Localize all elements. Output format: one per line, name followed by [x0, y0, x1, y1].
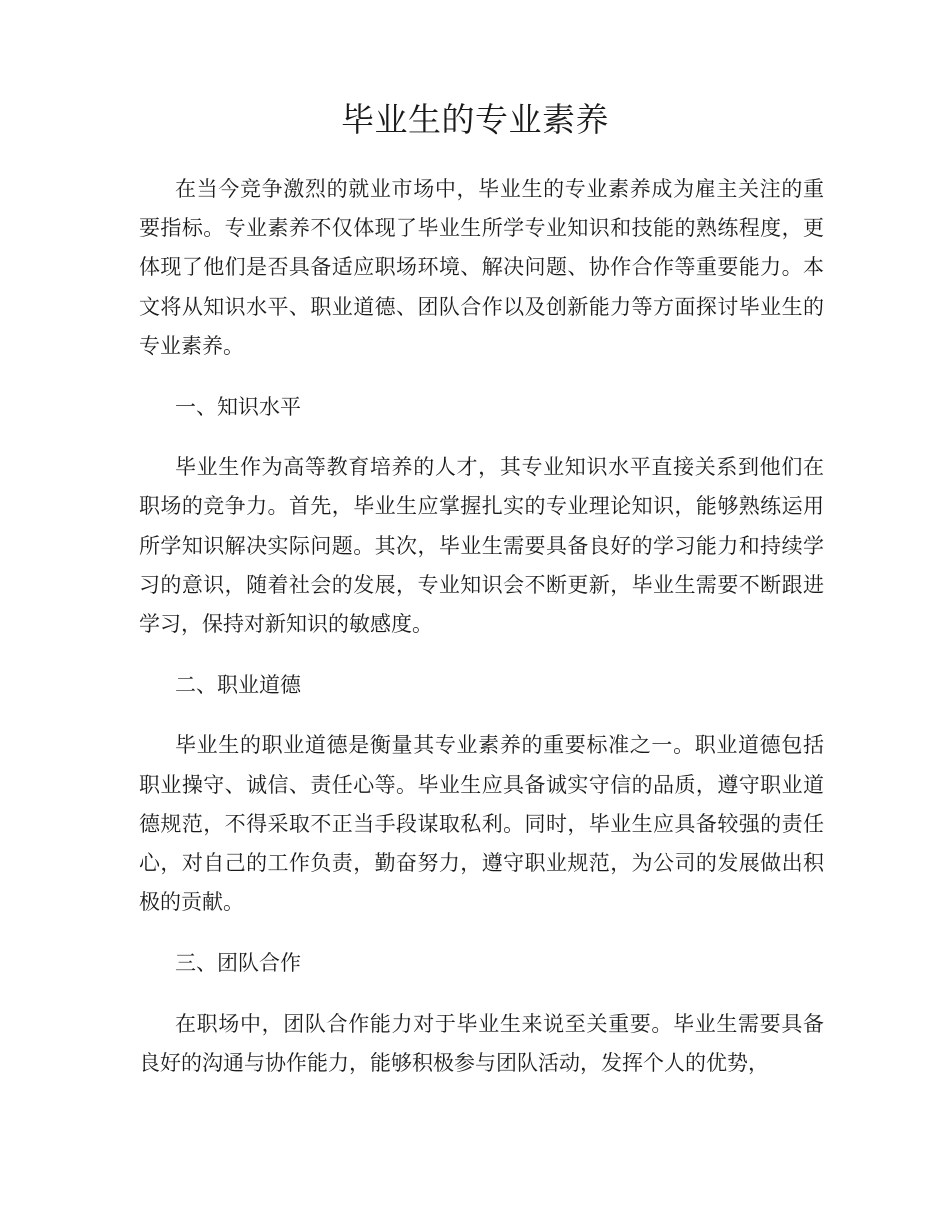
document-title: 毕业生的专业素养 — [341, 100, 609, 139]
document-body — [139, 170, 824, 1083]
section-body-knowledge: 毕业生作为高等教育培养的人才，其专业知识水平直接关系到他们在职场的竞争力。首先，毕业生应掌握扎实的专业理论知识，能够熟练运用所学知识解决实际问题。其次，毕业生需要具备良好的学习能力和持续学习的意识，随着社会的发展，专业知识会不断更新，毕业生需要不断跟进学习，保持对新知识的敏感度。 — [139, 455, 824, 637]
section-heading-teamwork: 三、团队合作 — [175, 951, 301, 976]
section-heading-ethics: 二、职业道德 — [175, 673, 301, 698]
section-heading-knowledge: 一、知识水平 — [175, 395, 301, 420]
section-body-ethics: 毕业生的职业道德是衡量其专业素养的重要标准之一。职业道德包括职业操守、诚信、责任心等。毕业生应具备诚实守信的品质，遵守职业道德规范，不得采取不正当手段谋取私利。同时，毕业生应具备较强的责任心，对自己的工作负责，勤奋努力，遵守职业规范，为公司的发展做出积极的贡献。 — [139, 733, 824, 915]
intro-paragraph: 在当今竞争激烈的就业市场中，毕业生的专业素养成为雇主关注的重要指标。专业素养不仅体现了毕业生所学专业知识和技能的熟练程度，更体现了他们是否具备适应职场环境、解决问题、协作合作等重要能力。本文将从知识水平、职业道德、团队合作以及创新能力等方面探讨毕业生的专业素养。 — [139, 177, 824, 358]
section-body-teamwork: 在职场中，团队合作能力对于毕业生来说至关重要。毕业生需要具备良好的沟通与协作能力，能够积极参与团队活动，发挥个人的优势， — [139, 1011, 824, 1075]
